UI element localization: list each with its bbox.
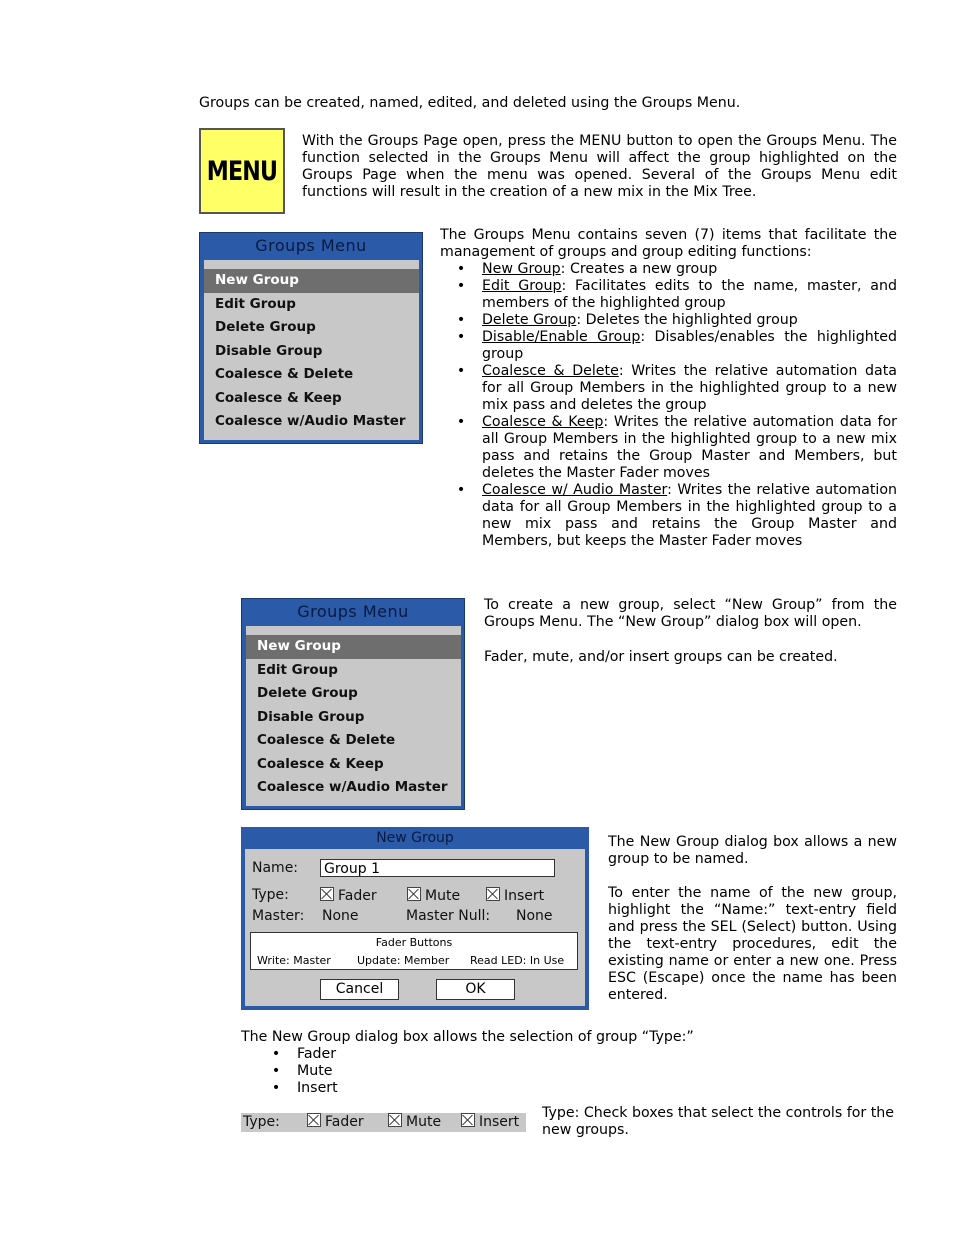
menu-item-new-group[interactable]: New Group <box>204 269 419 293</box>
master-value[interactable]: None <box>322 908 359 924</box>
menu-item-coalesce-keep[interactable]: Coalesce & Keep <box>215 389 342 406</box>
list-item: • Mute <box>271 1063 333 1079</box>
menu-item-coalesce-keep[interactable]: Coalesce & Keep <box>257 755 384 772</box>
write-setting: Write: Master <box>257 954 331 967</box>
update-setting: Update: Member <box>357 954 450 967</box>
type-list <box>269 1046 569 1097</box>
menu-item-edit-group[interactable]: Edit Group <box>257 661 338 678</box>
menu-item-new-group[interactable]: New Group <box>246 635 461 659</box>
cancel-button[interactable]: Cancel <box>320 979 399 1000</box>
menu-item-coalesce-delete[interactable]: Coalesce & Delete <box>215 366 354 382</box>
list-item: • Delete Group: Deletes the highlighted group <box>456 312 798 328</box>
menu-item-delete-group[interactable]: Delete Group <box>257 685 358 701</box>
menu-item-coalesce-audio-master[interactable]: Coalesce w/Audio Master <box>215 413 406 429</box>
checkbox-checked-icon <box>320 887 334 901</box>
checkbox-checked-icon <box>307 1113 321 1127</box>
type-bar-insert[interactable]: Insert <box>461 1113 519 1132</box>
list-item: • New Group: Creates a new group <box>456 261 718 277</box>
read-led-setting: Read LED: In Use <box>470 954 565 967</box>
list-item: • Insert <box>271 1080 338 1096</box>
checkbox-checked-icon <box>407 887 421 901</box>
master-label: Master: <box>252 908 305 924</box>
list-item: • Edit Group: Facilitates edits to the name, master, and members of the highlighted group <box>456 278 897 311</box>
name-field[interactable]: Group 1 <box>320 859 555 877</box>
groups-menu-title: Groups Menu <box>255 236 367 255</box>
checkbox-checked-icon <box>388 1113 402 1127</box>
intro-text: Groups can be created, named, edited, and deleted using the Groups Menu. <box>199 95 741 111</box>
insert-checkbox[interactable]: Insert <box>486 887 544 904</box>
create-paragraph-2: Fader, mute, and/or insert groups can be created. <box>484 649 838 665</box>
type-label: Type: <box>252 887 289 903</box>
dialog-title: New Group <box>376 830 454 846</box>
type-bar-mute[interactable]: Mute <box>388 1113 441 1132</box>
checkbox-checked-icon <box>461 1113 475 1127</box>
type-bar-fader[interactable]: Fader <box>307 1113 364 1132</box>
mute-checkbox[interactable]: Mute <box>407 887 460 904</box>
list-item: • Coalesce & Delete: Writes the relative automation data for all Group Members in the highlighted group to a new mix pass and deletes the group <box>456 363 897 413</box>
master-null-label: Master Null: <box>406 908 491 924</box>
groups-menu-1 <box>199 232 423 444</box>
menu-button-label: MENU <box>206 155 278 187</box>
new-group-dialog <box>241 827 589 1010</box>
master-null-value[interactable]: None <box>516 908 553 924</box>
fader-buttons-box <box>250 932 578 970</box>
type-intro: The New Group dialog box allows the selection of group “Type:” <box>241 1029 694 1045</box>
type-bar <box>241 1113 526 1132</box>
type-bar-label: Type: <box>243 1114 280 1130</box>
list-item: • Fader <box>271 1046 337 1062</box>
fader-buttons-heading: Fader Buttons <box>375 936 453 949</box>
dialog-paragraph-2: To enter the name of the new group, highlight the “Name:” text-entry field and press the SEL (Select) button. Using the text-entry procedures, edit the existing name or enter a new one. Press ESC (Escape) once the name has been entered. <box>608 885 897 1003</box>
list-item: • Disable/Enable Group: Disables/enables the highlighted group <box>456 329 898 362</box>
fader-checkbox[interactable]: Fader <box>320 887 377 904</box>
type-caption: Type: Check boxes that select the controls for the new groups. <box>542 1105 895 1138</box>
menu-desc-intro: The Groups Menu contains seven (7) items that facilitate the management of groups and group editing functions: <box>440 227 897 260</box>
name-label: Name: <box>252 860 299 876</box>
menu-item-disable-group[interactable]: Disable Group <box>215 342 323 359</box>
menu-item-edit-group[interactable]: Edit Group <box>215 295 296 312</box>
menu-desc-list <box>454 261 897 550</box>
checkbox-checked-icon <box>486 887 500 901</box>
menu-item-delete-group[interactable]: Delete Group <box>215 319 316 335</box>
groups-menu-2 <box>241 598 465 810</box>
list-item: • Coalesce w/ Audio Master: Writes the relative automation data for all Group Members in the highlighted group to a new mix pass and retains the Group Master and Members, but keeps the Master Fader moves <box>456 482 897 549</box>
menu-paragraph: With the Groups Page open, press the MENU button to open the Groups Menu. The function selected in the Groups Menu will affect the group highlighted on the Groups Page when the menu was opened. Several of the Groups Menu edit functions will result in the creation of a new mix in the Mix Tree. <box>302 133 897 200</box>
menu-item-coalesce-delete[interactable]: Coalesce & Delete <box>257 732 396 748</box>
menu-button-image <box>199 128 285 214</box>
menu-item-disable-group[interactable]: Disable Group <box>257 708 365 725</box>
ok-button[interactable]: OK <box>436 979 515 1000</box>
menu-item-coalesce-audio-master[interactable]: Coalesce w/Audio Master <box>257 779 448 795</box>
groups-menu-title: Groups Menu <box>297 602 409 621</box>
create-paragraph-1: To create a new group, select “New Group” from the Groups Menu. The “New Group” dialog box will open. <box>484 597 897 630</box>
dialog-paragraph-1: The New Group dialog box allows a new group to be named. <box>608 834 897 867</box>
list-item: • Coalesce & Keep: Writes the relative automation data for all Group Members in the highlighted group to a new mix pass and retains the Group Master and Members, but deletes the Master Fader moves <box>456 414 897 481</box>
